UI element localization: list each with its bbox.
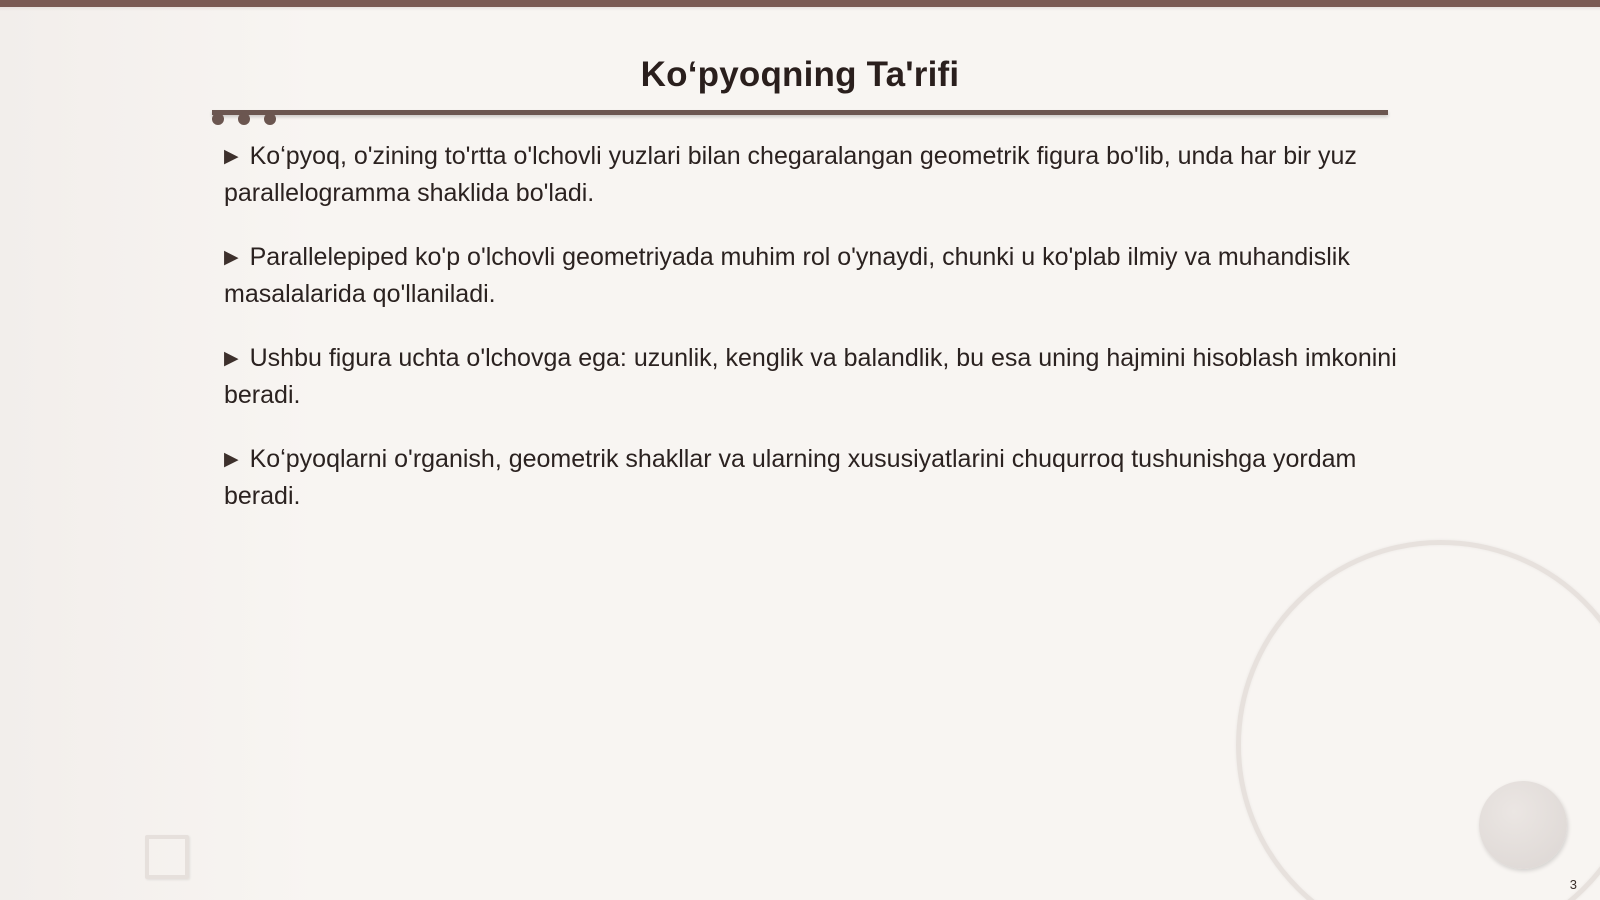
bullet-item: [224, 138, 1404, 212]
slide-number: 3: [1569, 877, 1577, 892]
bullet-item: [224, 340, 1404, 414]
decorative-dot: [238, 113, 250, 125]
bullet-text: Ushbu figura uchta o'lchovga ega: uzunlik, kenglik va balandlik, bu esa uning hajmini hisoblash imkonini beradi.: [224, 344, 1397, 409]
decorative-circle: [1479, 781, 1567, 869]
slide-title: Koʻpyoqning Ta'rifi: [640, 55, 960, 94]
bullet-marker-icon: ▶: [224, 449, 239, 470]
title-underline: [212, 110, 1388, 115]
decorative-dot: [212, 113, 224, 125]
bullet-list: [224, 138, 1404, 542]
top-bar-shadow: [0, 7, 1600, 11]
bullet-marker-icon: ▶: [224, 247, 239, 268]
bullet-marker-icon: ▶: [224, 348, 239, 369]
bullet-text: Koʻpyoqlarni o'rganish, geometrik shakllar va ularning xususiyatlarini chuqurroq tushunishga yordam beradi.: [224, 445, 1357, 510]
bullet-text: Parallelepiped ko'p o'lchovli geometriyada muhim rol o'ynaydi, chunki u ko'plab ilmiy va muhandislik masalalarida qo'llaniladi.: [224, 243, 1350, 308]
top-accent-bar: [0, 0, 1600, 7]
bullet-item: [224, 441, 1404, 515]
bullet-marker-icon: ▶: [224, 146, 239, 167]
decorative-square: [145, 835, 189, 879]
bullet-item: [224, 239, 1404, 313]
bullet-text: Koʻpyoq, o'zining to'rtta o'lchovli yuzlari bilan chegaralangan geometrik figura bo'lib, unda har bir yuz parallelogramma shaklida bo'ladi.: [224, 142, 1357, 207]
decorative-dot: [264, 113, 276, 125]
